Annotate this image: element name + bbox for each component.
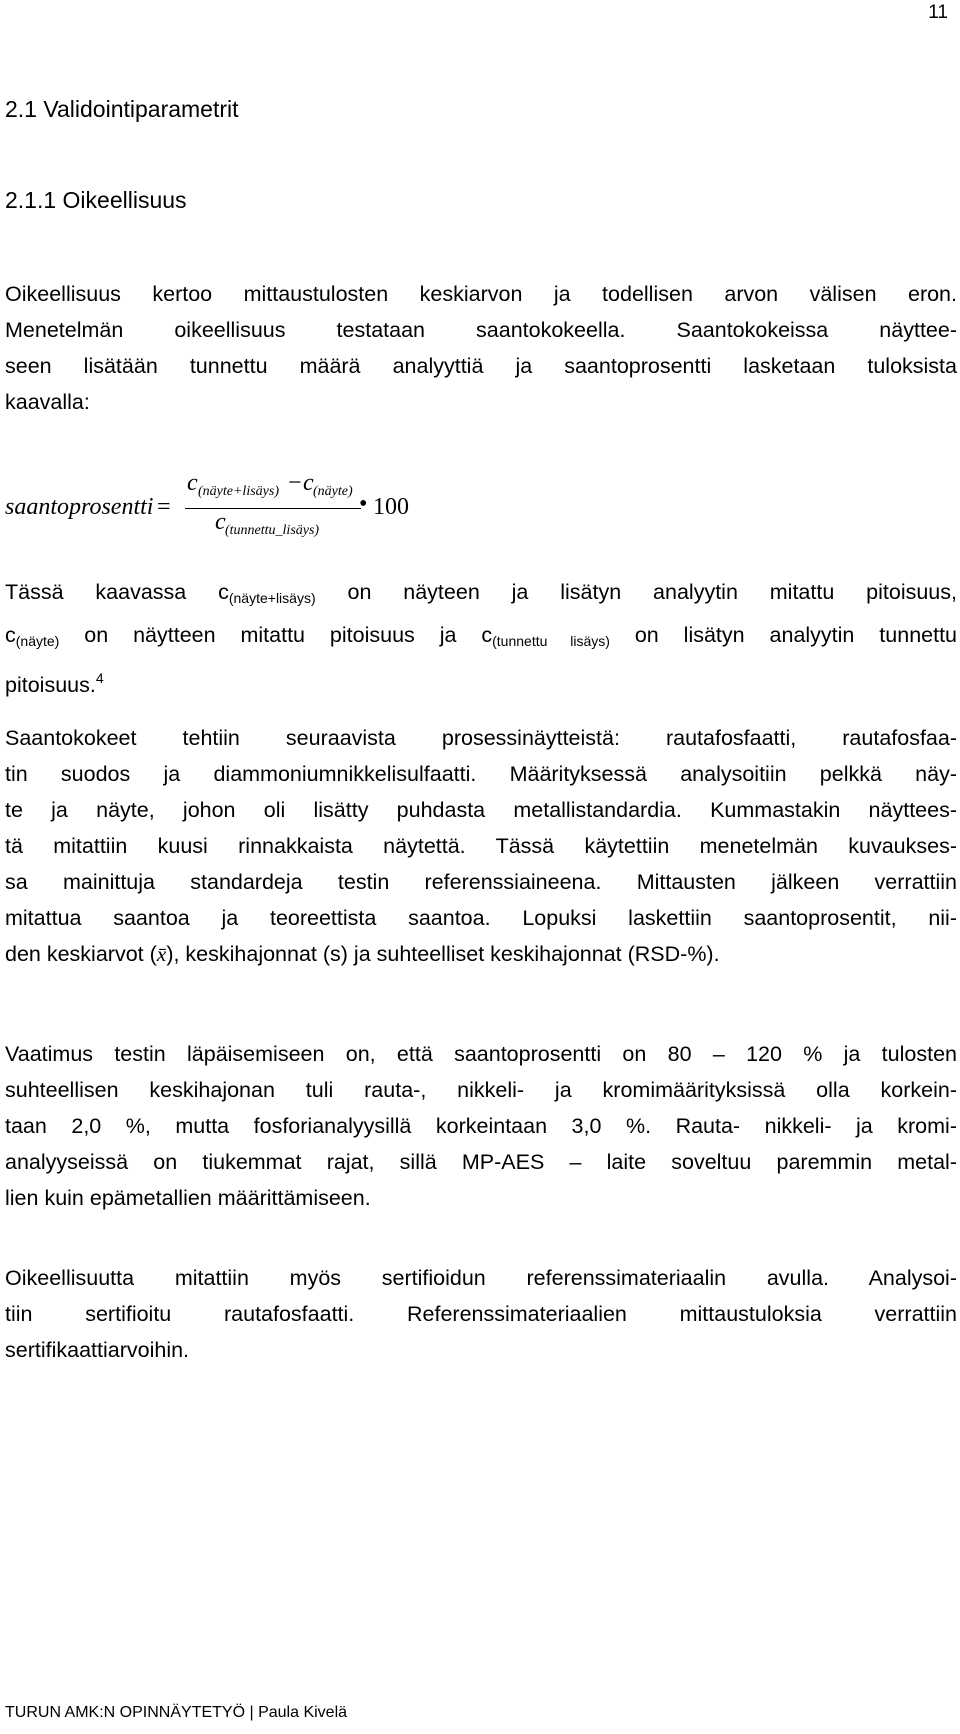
formula-c1: c [187, 470, 198, 496]
footnote-ref: 4 [95, 670, 104, 686]
fraction-bar [185, 508, 361, 509]
text-line: Oikeellisuutta mitattiin myös sertifioidun referenssimateriaalin avulla. Analysoi- [5, 1266, 957, 1290]
text-line [5, 660, 957, 696]
text-run: ), keskihajonnat (s) ja suhteelliset keskihajonnat (RSD-%). [166, 942, 720, 966]
formula-lhs: saantoprosentti [5, 494, 154, 520]
text-line [5, 617, 957, 653]
text-line: seen lisätään tunnettu määrä analyyttiä ja saantoprosentti lasketaan tuloksista [5, 354, 957, 378]
subscript: (näyte+lisäys) [228, 590, 316, 606]
text-run: on lisätyn analyytin tunnettu [609, 623, 958, 647]
formula-num-sub1: (näyte+lisäys) [198, 484, 279, 499]
text-line: sertifikaattiarvoihin. [5, 1338, 190, 1362]
text-line: analyyseissä on tiukemmat rajat, sillä MP-AES – laite soveltuu paremmin metal- [5, 1150, 957, 1174]
text-line [5, 574, 957, 610]
paragraph-reference-material [5, 1260, 957, 1368]
text-line: lien kuin epämetallien määrittämiseen. [5, 1186, 371, 1210]
paragraph-intro [5, 276, 957, 420]
text-line: tin suodos ja diammoniumnikkelisulfaatti. Määrityksessä analysoitiin pelkkä näy- [5, 762, 957, 786]
text-line: suhteellisen keskihajonan tuli rauta-, nikkeli- ja kromimäärityksissä olla korkein- [5, 1078, 957, 1102]
text-run: c [5, 623, 16, 647]
subscript: (näyte) [15, 633, 60, 649]
mean-symbol: x̄ [156, 942, 167, 966]
text-line: Saantokokeet tehtiin seuraavista prosessinäytteistä: rautafosfaatti, rautafosfaa- [5, 726, 957, 750]
recovery-formula [5, 470, 525, 568]
text-run: on näytteen mitattu pitoisuus ja c [59, 623, 493, 647]
text-line: kaavalla: [5, 390, 90, 414]
formula-c2: c [303, 470, 314, 496]
formula-minus: − [288, 470, 302, 496]
text-line: tiin sertifioitu rautafosfaatti. Referenssimateriaalien mittaustuloksia verrattiin [5, 1302, 957, 1326]
section-heading: 2.1 Validointiparametrit [5, 96, 239, 122]
paragraph-requirements [5, 1036, 957, 1216]
text-line: mitattua saantoa ja teoreettista saantoa. Lopuksi laskettiin saantoprosentit, nii- [5, 906, 957, 930]
text-line: te ja näyte, johon oli lisätty puhdasta metallistandardia. Kummastakin näyttees- [5, 798, 957, 822]
text-line: Oikeellisuus kertoo mittaustulosten keskiarvon ja todellisen arvon välisen eron. [5, 282, 957, 306]
page-number: 11 [928, 2, 948, 23]
formula-equals: = [157, 494, 171, 520]
page-footer: TURUN AMK:N OPINNÄYTETYÖ | Paula Kivelä [5, 1704, 348, 1721]
text-line: sa mainittuja standardeja testin referenssiaineena. Mittausten jälkeen verrattiin [5, 870, 957, 894]
subscript: (tunnettu lisäys) [492, 633, 610, 649]
text-line: tä mitattiin kuusi rinnakkaista näytettä. Tässä käytettiin menetelmän kuvaukses- [5, 834, 957, 858]
text-line [5, 936, 957, 972]
formula-factor: 100 [373, 494, 409, 520]
paragraph-definitions [5, 574, 957, 696]
subsection-heading: 2.1.1 Oikeellisuus [5, 187, 187, 213]
formula-den-sub: (tunnettu_lisäys) [225, 523, 320, 538]
formula-num-sub2: (näyte) [313, 484, 353, 499]
text-run: pitoisuus. [5, 673, 96, 697]
text-line: Vaatimus testin läpäisemiseen on, että saantoprosentti on 80 – 120 % ja tulosten [5, 1042, 957, 1066]
paragraph-experiments [5, 720, 957, 972]
text-run: Tässä kaavassa c [5, 580, 229, 604]
text-line: taan 2,0 %, mutta fosforianalyysillä korkeintaan 3,0 %. Rauta- nikkeli- ja kromi- [5, 1114, 957, 1138]
text-run: on näyteen ja lisätyn analyytin mitattu pitoisuus, [315, 580, 957, 604]
text-line: Menetelmän oikeellisuus testataan saantokokeella. Saantokokeissa näyttee- [5, 318, 957, 342]
text-run: den keskiarvot ( [5, 942, 157, 966]
formula-times: • [359, 491, 368, 517]
formula-c3: c [215, 509, 226, 535]
